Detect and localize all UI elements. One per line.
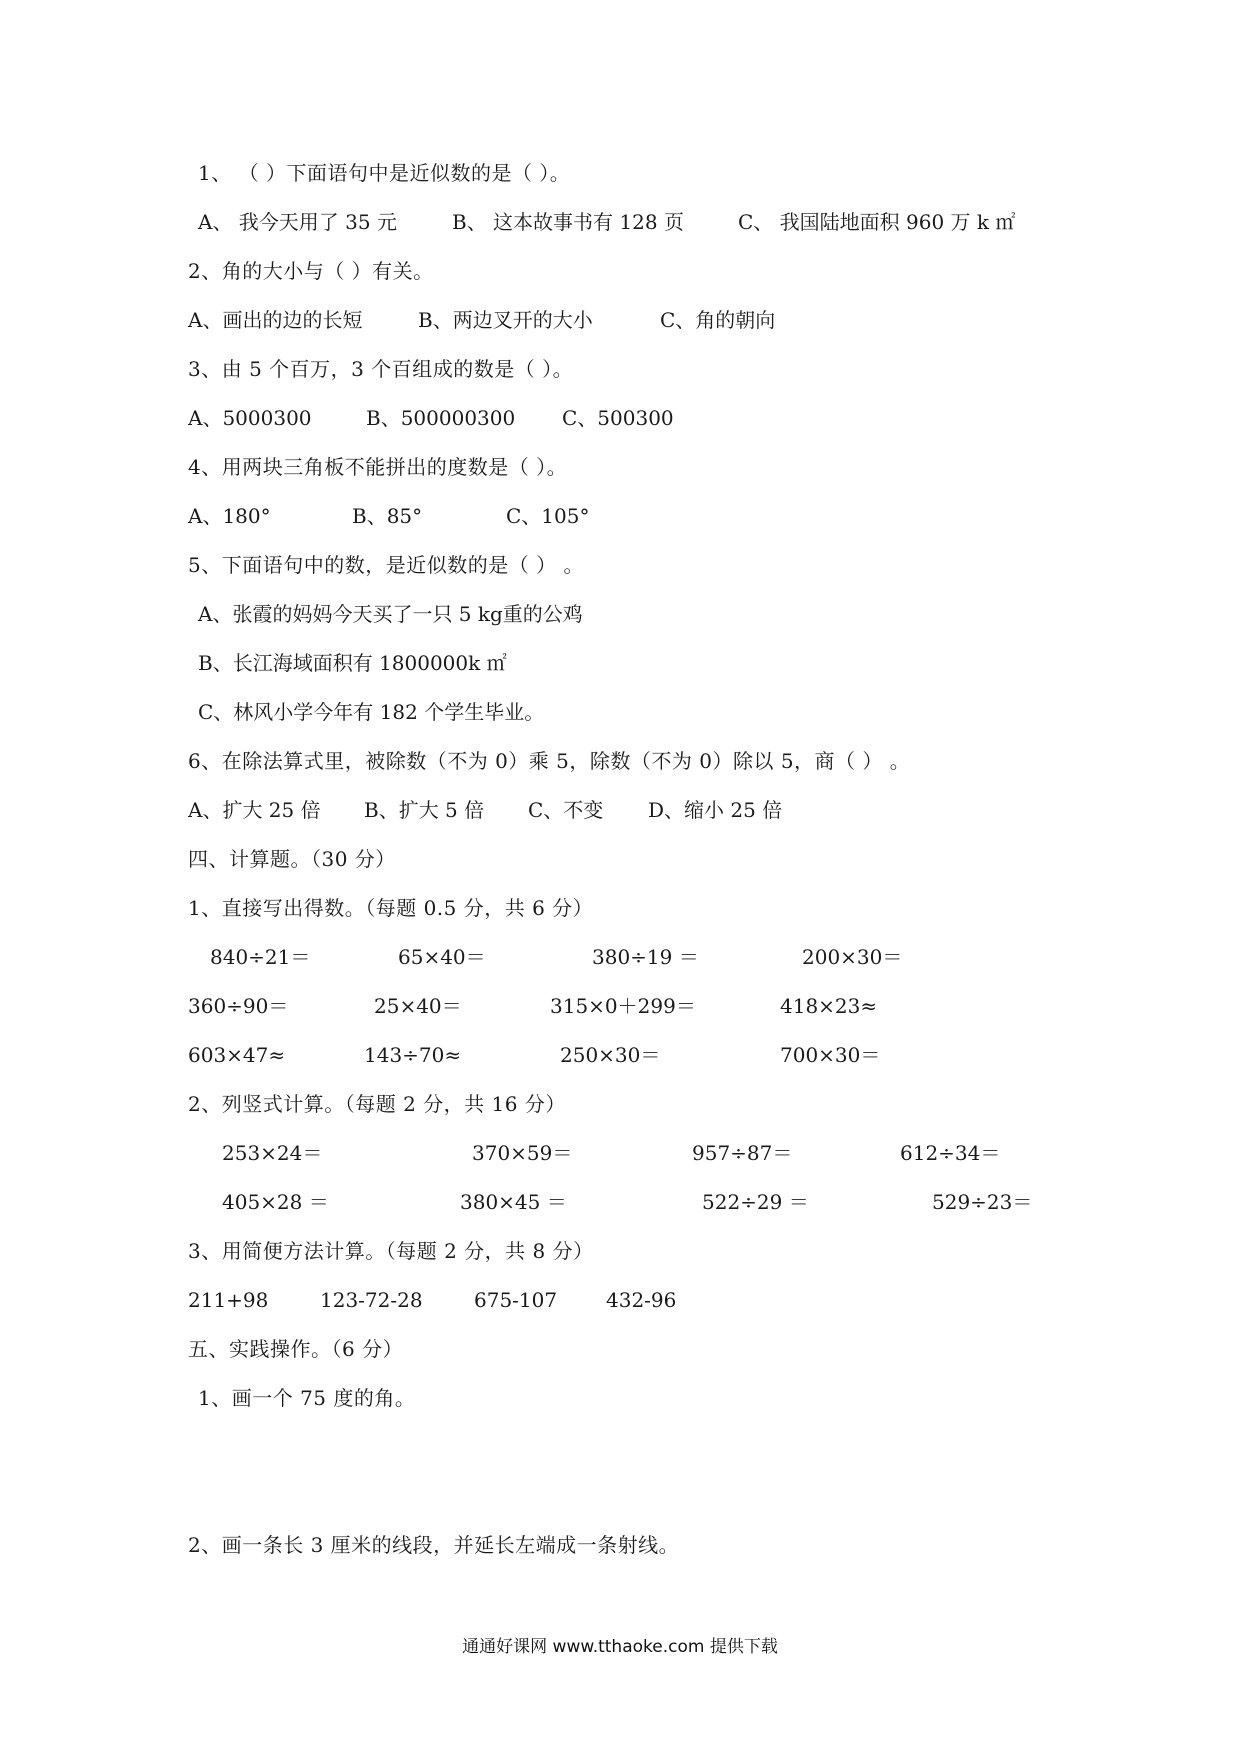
vertical-calc-r2-c1: 405×28 ＝ (222, 1190, 329, 1214)
section-5-question-2: 2、画一条长 3 厘米的线段，并延长左端成一条射线。 (188, 1533, 680, 1557)
question-6-stem: 6、在除法算式里，被除数（不为 0）乘 5，除数（不为 0）除以 5，商（ ） 。 (188, 749, 911, 773)
mental-math-r3-c1: 603×47≈ (188, 1043, 286, 1067)
mental-math-r2-c2: 25×40＝ (374, 994, 462, 1018)
mental-math-r2-c4: 418×23≈ (780, 994, 878, 1018)
question-5-option-c: C、林风小学今年有 182 个学生毕业。 (198, 700, 545, 724)
section-4-part-2-title: 2、列竖式计算。（每题 2 分，共 16 分） (188, 1092, 566, 1116)
mental-math-r1-c4: 200×30＝ (802, 945, 903, 969)
question-3-option-a: A、5000300 (188, 406, 312, 430)
question-1-option-b: B、 这本故事书有 128 页 (452, 210, 684, 234)
section-5-title: 五、实践操作。（6 分） (188, 1337, 404, 1361)
mental-math-r1-c3: 380÷19 ＝ (592, 945, 699, 969)
question-4-option-c: C、105° (506, 504, 590, 528)
section-4-title: 四、计算题。（30 分） (188, 847, 396, 871)
question-1-stem: 1、 （ ）下面语句中是近似数的是（ ）。 (198, 161, 571, 185)
vertical-calc-r1-c2: 370×59＝ (472, 1141, 573, 1165)
question-5-stem: 5、下面语句中的数，是近似数的是（ ） 。 (188, 553, 584, 577)
vertical-calc-r1-c3: 957÷87＝ (692, 1141, 793, 1165)
footer-credit: 通通好课网 www.tthaoke.com 提供下载 (462, 1637, 778, 1657)
section-4-part-1-title: 1、直接写出得数。（每题 0.5 分，共 6 分） (188, 896, 594, 920)
question-6-option-a: A、扩大 25 倍 (188, 798, 321, 822)
mental-math-r3-c3: 250×30＝ (560, 1043, 661, 1067)
vertical-calc-r1-c4: 612÷34＝ (900, 1141, 1001, 1165)
simplify-calc-2: 123-72-28 (320, 1288, 423, 1312)
question-6-option-d: D、缩小 25 倍 (648, 798, 783, 822)
mental-math-r2-c3: 315×0＋299＝ (550, 994, 696, 1018)
section-4-part-3-title: 3、用简便方法计算。（每题 2 分，共 8 分） (188, 1239, 594, 1263)
mental-math-r1-c2: 65×40＝ (398, 945, 486, 969)
simplify-calc-3: 675-107 (474, 1288, 558, 1312)
question-1-option-c: C、 我国陆地面积 960 万 k ㎡ (738, 210, 1016, 234)
question-4-option-b: B、85° (352, 504, 423, 528)
question-1-option-a: A、 我今天用了 35 元 (198, 210, 397, 234)
question-6-option-c: C、不变 (528, 798, 604, 822)
question-6-option-b: B、扩大 5 倍 (364, 798, 485, 822)
question-5-option-b: B、长江海域面积有 1800000k ㎡ (198, 651, 507, 675)
mental-math-r3-c2: 143÷70≈ (364, 1043, 462, 1067)
question-3-option-c: C、500300 (562, 406, 674, 430)
question-2-option-a: A、画出的边的长短 (188, 308, 363, 332)
question-2-stem: 2、角的大小与（ ）有关。 (188, 259, 434, 283)
simplify-calc-4: 432-96 (606, 1288, 677, 1312)
vertical-calc-r1-c1: 253×24＝ (222, 1141, 323, 1165)
vertical-calc-r2-c3: 522÷29 ＝ (702, 1190, 809, 1214)
section-5-question-1: 1、画一个 75 度的角。 (198, 1386, 416, 1410)
question-4-option-a: A、180° (188, 504, 271, 528)
vertical-calc-r2-c4: 529÷23＝ (932, 1190, 1033, 1214)
simplify-calc-1: 211+98 (188, 1288, 269, 1312)
question-4-stem: 4、用两块三角板不能拼出的度数是（ ）。 (188, 455, 568, 479)
question-2-option-c: C、角的朝向 (660, 308, 776, 332)
question-5-option-a: A、张霞的妈妈今天买了一只 5 kg重的公鸡 (198, 602, 583, 626)
mental-math-r1-c1: 840÷21＝ (210, 945, 311, 969)
mental-math-r2-c1: 360÷90＝ (188, 994, 289, 1018)
question-3-option-b: B、500000300 (366, 406, 516, 430)
question-3-stem: 3、由 5 个百万，3 个百组成的数是（ ）。 (188, 357, 574, 381)
vertical-calc-r2-c2: 380×45 ＝ (460, 1190, 567, 1214)
mental-math-r3-c4: 700×30＝ (780, 1043, 881, 1067)
question-2-option-b: B、两边叉开的大小 (418, 308, 593, 332)
